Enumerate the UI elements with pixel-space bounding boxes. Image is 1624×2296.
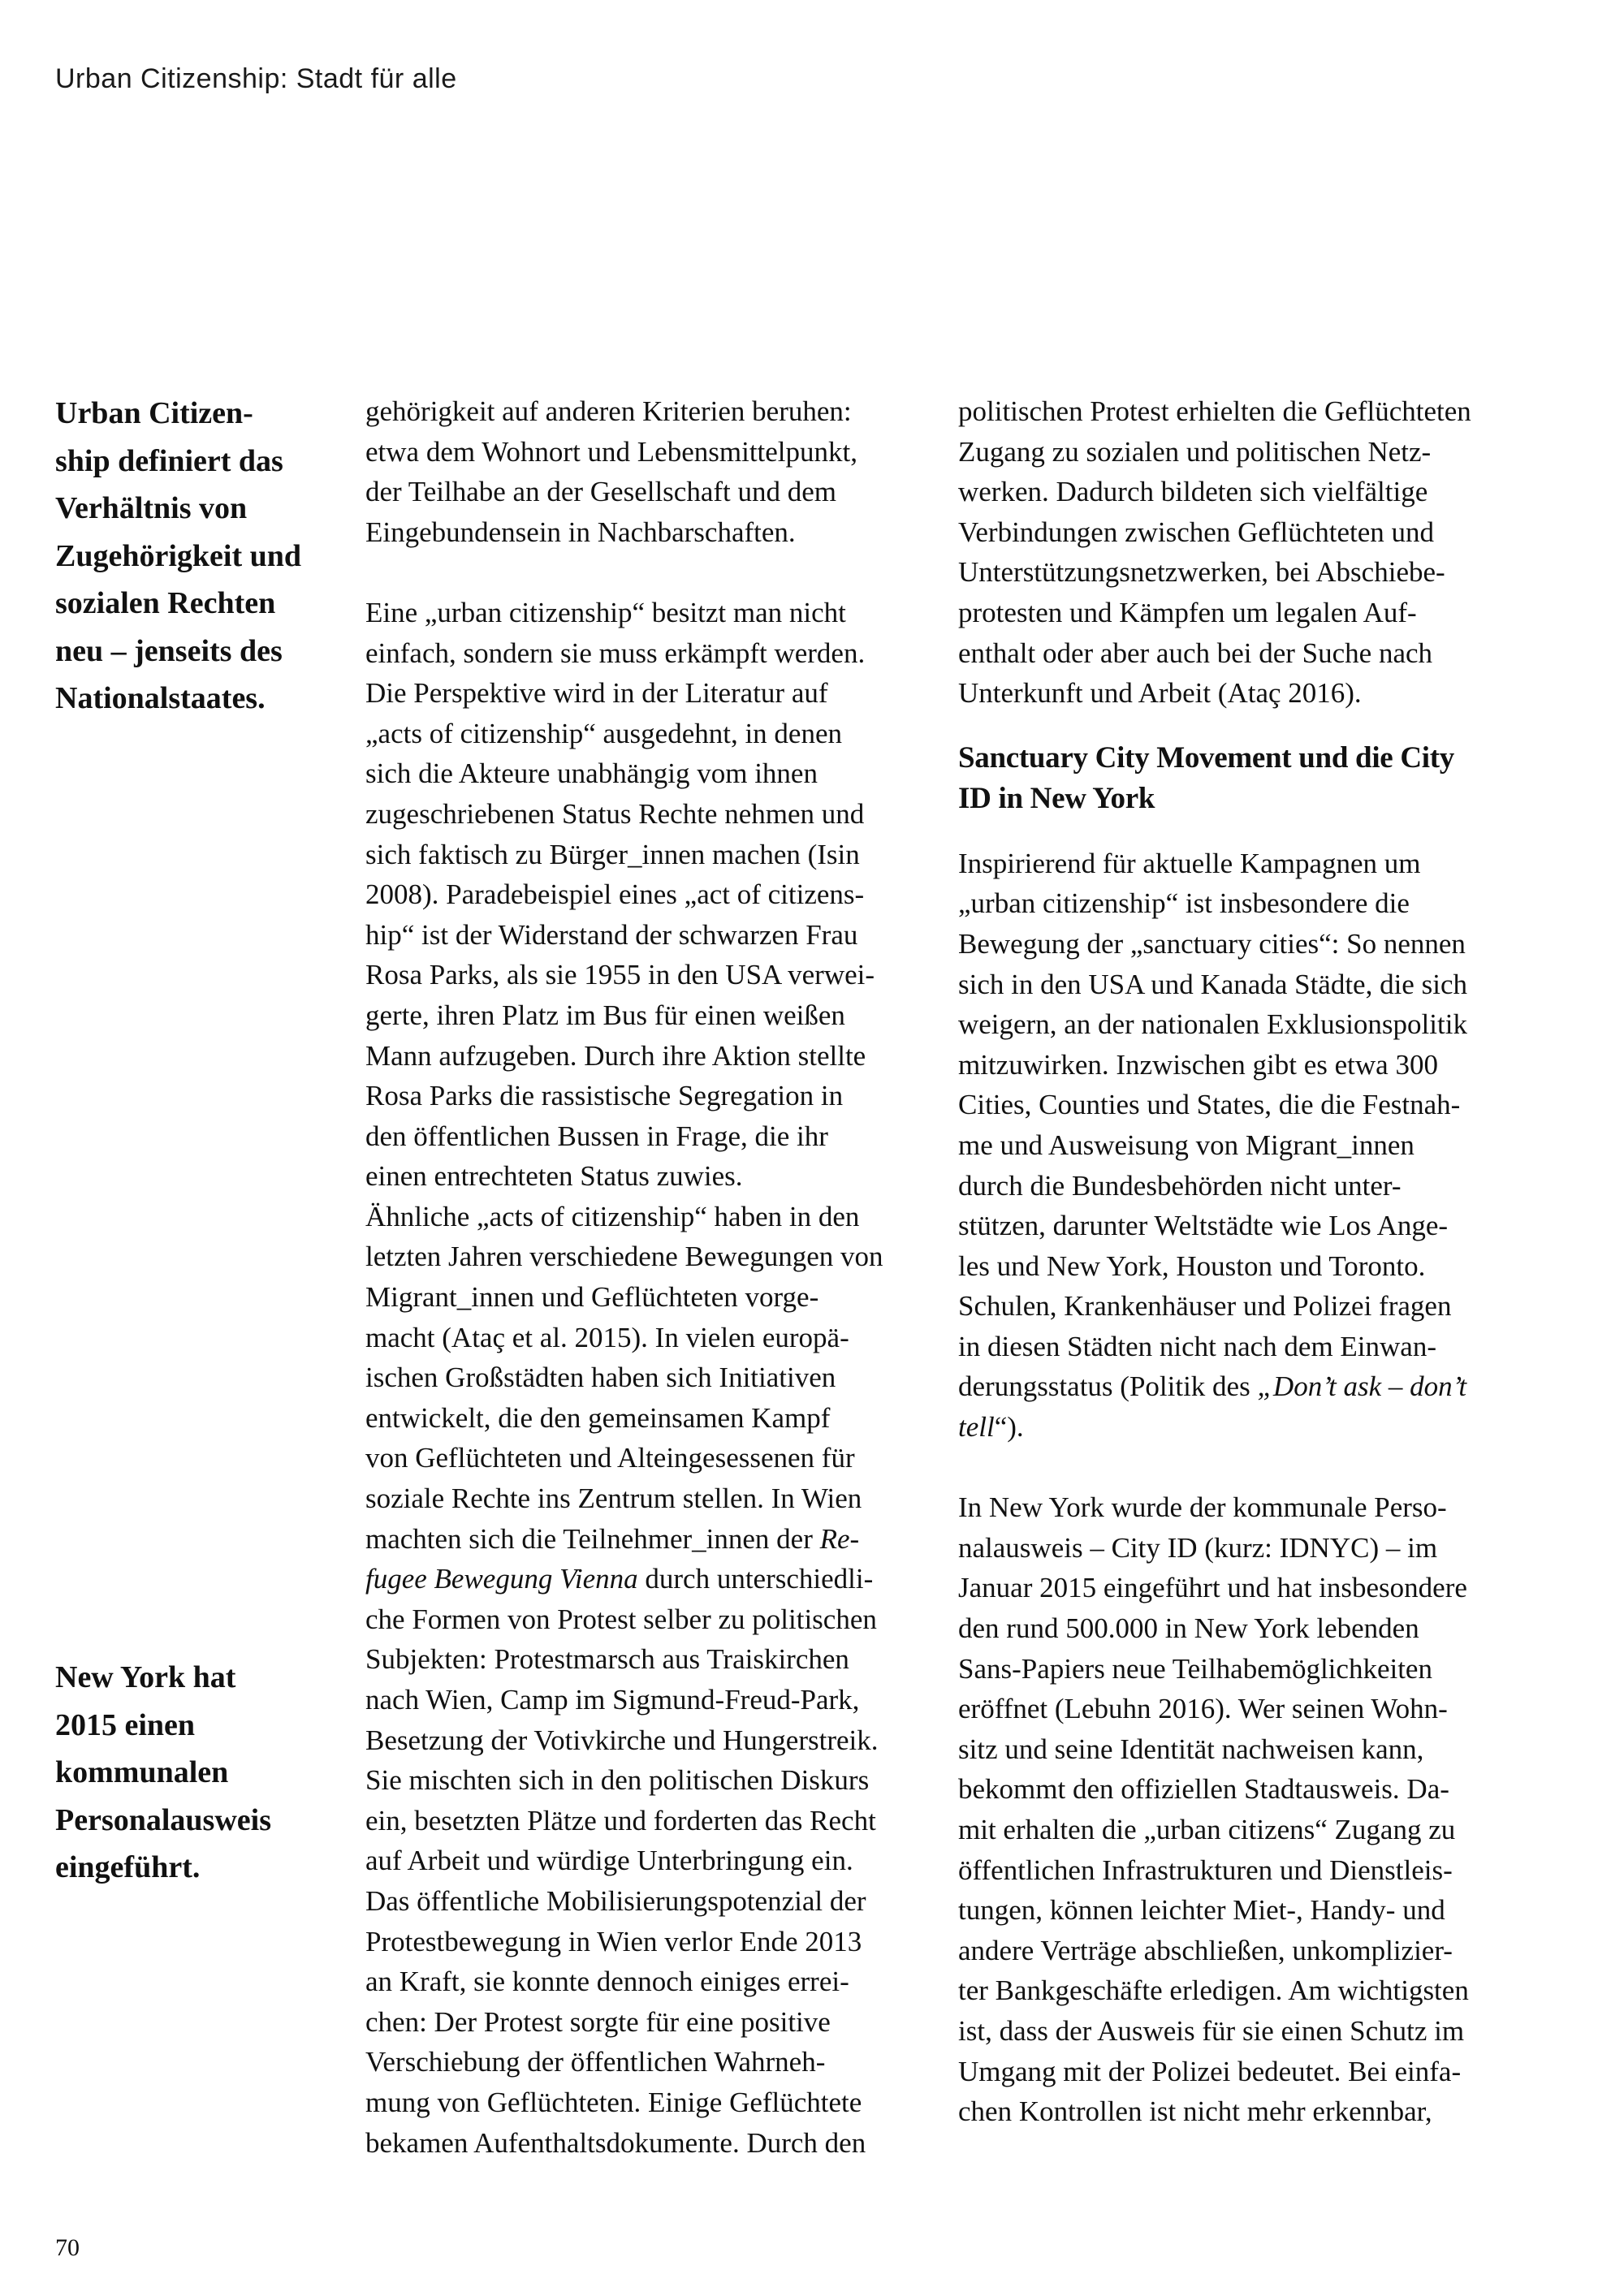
pullquote-line: Zugehörigkeit und (55, 538, 302, 573)
text-line: soziale Rechte ins Zentrum stellen. In Wien (365, 1482, 862, 1515)
text-line (365, 1559, 918, 1599)
text-line: hip“ ist der Widerstand der schwarzen Frau (365, 918, 858, 951)
section-heading-line: Sanctuary City Movement und die City (958, 740, 1454, 775)
text-line: ist, dass der Ausweis für sie einen Schutz im (958, 2014, 1465, 2047)
text-line: ischen Großstädten haben sich Initiativen (365, 1362, 836, 1394)
text-line: macht (Ataç et al. 2015). In vielen europä- (365, 1321, 849, 1353)
section-heading-line: ID in New York (958, 781, 1155, 815)
text-line: gehörigkeit auf anderen Kriterien beruhen: (365, 395, 852, 427)
text-line: einen entrechteten Status zuwies. (365, 1160, 743, 1193)
text-line: Besetzung der Votivkirche und Hungerstreik. (365, 1724, 879, 1756)
text-line: In New York wurde der kommunale Perso- (958, 1491, 1447, 1524)
text-line: einfach, sondern sie muss erkämpft werden. (365, 637, 866, 669)
text-line: weigern, an der nationalen Exklusionspolitik (958, 1008, 1467, 1041)
italic-text-run: Re- (819, 1522, 860, 1555)
pullquote-line: neu – jenseits des (55, 633, 283, 668)
text-line: Die Perspektive wird in der Literatur auf (365, 677, 828, 710)
paragraph (365, 1197, 918, 1519)
pullquote-line: New York hat (55, 1660, 236, 1694)
page-number: 70 (55, 2234, 80, 2261)
text-run: durch unterschiedli- (637, 1563, 874, 1595)
text-line: Unterstützungsnetzwerken, bei Abschiebe- (958, 556, 1445, 589)
text-line: an Kraft, sie konnte dennoch einiges errei- (365, 1966, 849, 1998)
text-line: me und Ausweisung von Migrant_innen (958, 1129, 1415, 1161)
text-line: etwa dem Wohnort und Lebensmittelpunkt, (365, 435, 858, 468)
text-line (365, 1519, 918, 1560)
text-line: chen: Der Protest sorgte für eine positive (365, 2005, 831, 2038)
text-line: Januar 2015 eingeführt und hat insbesondere (958, 1572, 1467, 1604)
text-line: nach Wien, Camp im Sigmund-Freud-Park, (365, 1684, 860, 1716)
text-line: Sie mischten sich in den politischen Diskurs (365, 1764, 870, 1797)
pullquote-line: 2015 einen (55, 1707, 196, 1742)
text-line: in diesen Städten nicht nach dem Einwan- (958, 1330, 1437, 1362)
paragraph (958, 844, 1527, 1367)
text-line: Rosa Parks, als sie 1955 in den USA verwei- (365, 959, 875, 991)
text-line: mitzuwirken. Inzwischen gibt es etwa 300 (958, 1048, 1438, 1081)
pullquote-line: ship definiert das (55, 443, 283, 478)
text-line: öffentlichen Infrastrukturen und Dienstleis- (958, 1854, 1453, 1886)
paragraph (958, 1487, 1527, 2132)
text-line: Das öffentliche Mobilisierungspotenzial der (365, 1884, 866, 1917)
text-line: 2008). Paradebeispiel eines „act of citizens- (365, 878, 865, 911)
text-line: letzten Jahren verschiedene Bewegungen von (365, 1241, 883, 1273)
text-line: Zugang zu sozialen und politischen Netz- (958, 435, 1432, 468)
pullquote-line: Nationalstaates. (55, 681, 266, 715)
text-line: entwickelt, die den gemeinsamen Kampf (365, 1401, 831, 1434)
text-line: Rosa Parks die rassistische Segregation in (365, 1080, 844, 1112)
text-line: Cities, Counties und States, die die Festnah- (958, 1089, 1461, 1121)
text-line: Protestbewegung in Wien verlor Ende 2013 (365, 1925, 862, 1957)
text-line: Umgang mit der Polizei bedeutet. Bei einfa- (958, 2055, 1462, 2087)
text-line: ter Bankgeschäfte erledigen. Am wichtigsten (958, 1974, 1469, 2007)
text-line: sich die Akteure unabhängig vom ihnen (365, 757, 818, 790)
text-line: werken. Dadurch bildeten sich vielfältige (958, 476, 1428, 508)
text-line: „urban citizenship“ ist insbesondere die (958, 887, 1410, 920)
text-line: les und New York, Houston und Toronto. (958, 1249, 1426, 1282)
text-line: Verschiebung der öffentlichen Wahrneh- (365, 2046, 826, 2078)
text-line: sitz und seine Identität nachweisen kann, (958, 1733, 1424, 1765)
paragraph (365, 1599, 918, 2163)
pullquote-new-york (55, 1654, 348, 1892)
pullquote-line: sozialen Rechten (55, 586, 276, 620)
pullquote-line: Verhältnis von (55, 491, 248, 525)
text-line: den rund 500.000 in New York lebenden (958, 1612, 1419, 1645)
text-line: enthalt oder aber auch bei der Suche nach (958, 637, 1433, 669)
text-run: “). (994, 1411, 1024, 1444)
italic-text-run: fugee Bewegung Vienna (365, 1563, 638, 1595)
text-line: tungen, können leichter Miet-, Handy- und (958, 1894, 1445, 1927)
text-line: „acts of citizenship“ ausgedehnt, in denen (365, 717, 843, 749)
text-line: von Geflüchteten und Alteingesessenen für (365, 1442, 855, 1474)
text-line: che Formen von Protest selber zu politischen (365, 1603, 877, 1635)
text-line: der Teilhabe an der Gesellschaft und dem (365, 476, 837, 508)
text-line: Eine „urban citizenship“ besitzt man nicht (365, 596, 846, 628)
text-line (958, 1366, 1527, 1407)
text-line: Mann aufzugeben. Durch ihre Aktion stellte (365, 1039, 866, 1072)
text-line: auf Arbeit und würdige Unterbringung ein. (365, 1845, 853, 1877)
italic-text-run: tell (958, 1411, 995, 1444)
text-line: mung von Geflüchteten. Einige Geflüchtete (365, 2086, 862, 2118)
text-line: politischen Protest erhielten die Geflüchteten (958, 395, 1471, 427)
text-line: eröffnet (Lebuhn 2016). Wer seinen Wohn- (958, 1693, 1448, 1725)
text-line: andere Verträge abschließen, unkomplizier- (958, 1934, 1453, 1966)
text-line: chen Kontrollen ist nicht mehr erkennbar, (958, 2095, 1432, 2128)
pullquote-line: eingeführt. (55, 1850, 201, 1884)
text-line: Verbindungen zwischen Geflüchteten und (958, 516, 1435, 548)
text-line (958, 1407, 1527, 1448)
text-line: Unterkunft und Arbeit (Ataç 2016). (958, 677, 1362, 710)
text-line: sich in den USA und Kanada Städte, die sich (958, 968, 1467, 1000)
paragraph (958, 391, 1527, 714)
paragraph (365, 391, 918, 552)
text-line: ein, besetzten Plätze und forderten das Recht (365, 1804, 876, 1836)
text-run: machten sich die Teilnehmer_innen der (365, 1522, 820, 1555)
text-run: derungsstatus (Politik des (958, 1370, 1258, 1403)
text-line: protesten und Kämpfen um legalen Auf- (958, 596, 1417, 628)
text-line: Eingebundensein in Nachbarschaften. (365, 516, 796, 548)
pullquote-line: Personalausweis (55, 1802, 271, 1837)
text-line: den öffentlichen Bussen in Frage, die ihr (365, 1120, 828, 1152)
text-line: Migrant_innen und Geflüchteten vorge- (365, 1281, 819, 1314)
pullquote-line: Urban Citizen- (55, 396, 253, 430)
text-line: bekamen Aufenthaltsdokumente. Durch den (365, 2126, 866, 2159)
text-line: sich faktisch zu Bürger_innen machen (Isin (365, 838, 860, 870)
text-line: zugeschriebenen Status Rechte nehmen und (365, 797, 865, 830)
text-line: Ähnliche „acts of citizenship“ haben in den (365, 1200, 860, 1232)
text-line: nalausweis – City ID (kurz: IDNYC) – im (958, 1531, 1438, 1564)
text-line: mit erhalten die „urban citizens“ Zugang zu (958, 1814, 1456, 1845)
section-heading (958, 738, 1527, 819)
text-line: gerte, ihren Platz im Bus für einen weißen (365, 999, 845, 1031)
text-line: bekommt den offiziellen Stadtausweis. Da- (958, 1773, 1449, 1806)
pullquote-urban-citizenship (55, 390, 348, 723)
text-line: Schulen, Krankenhäuser und Polizei fragen (958, 1290, 1452, 1323)
text-line: Bewegung der „sanctuary cities“: So nennen (958, 927, 1466, 960)
pullquote-line: kommunalen (55, 1755, 229, 1789)
paragraph (365, 593, 918, 1197)
text-line: durch die Bundesbehörden nicht unter- (958, 1169, 1402, 1202)
italic-text-run: „Don’t ask – don’t (1257, 1370, 1467, 1403)
text-line: Inspirierend für aktuelle Kampagnen um (958, 847, 1421, 879)
text-line: Subjekten: Protestmarsch aus Traiskirchen (365, 1643, 849, 1676)
right-column (958, 391, 1527, 2132)
text-line: Sans-Papiers neue Teilhabemöglichkeiten (958, 1652, 1432, 1685)
middle-column (365, 391, 918, 2163)
text-line: stützen, darunter Weltstädte wie Los Ange- (958, 1210, 1449, 1242)
running-header: Urban Citizenship: Stadt für alle (55, 63, 457, 94)
